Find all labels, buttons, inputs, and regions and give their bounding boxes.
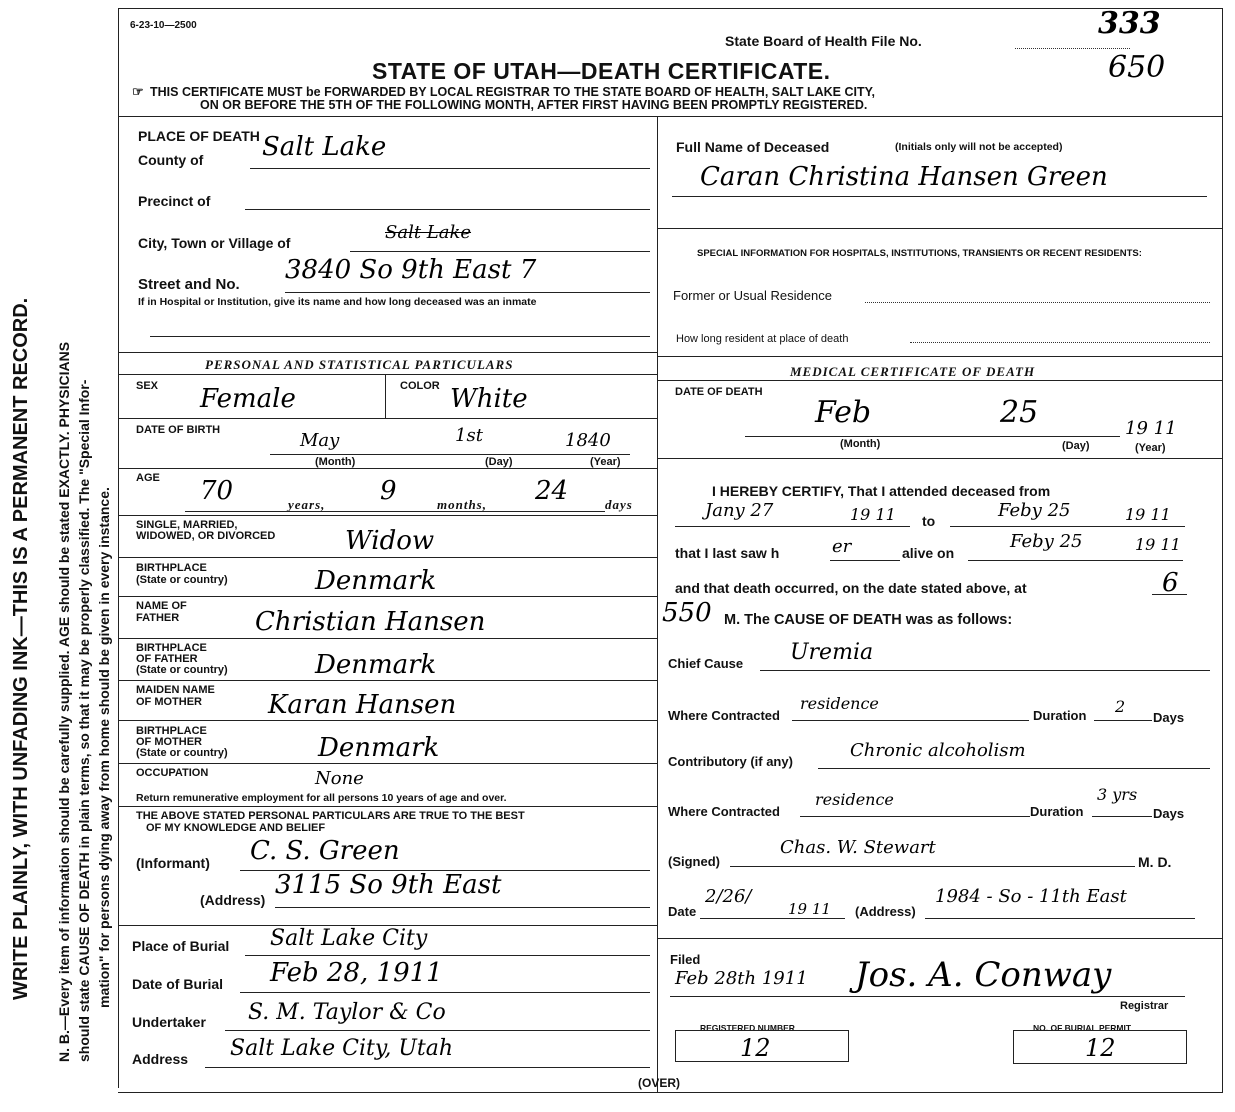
attended-to: Feby 25	[998, 500, 1071, 521]
dob-month: May	[300, 430, 340, 451]
dob-month-label: (Month)	[315, 456, 356, 468]
last-saw-line	[830, 560, 900, 561]
former-residence-label: Former or Usual Residence	[673, 288, 832, 303]
signed-line	[730, 866, 1135, 867]
form-left-border	[118, 8, 119, 1088]
reg-number-label: REGISTERED NUMBER	[700, 1023, 795, 1033]
father-row-line	[118, 638, 657, 639]
birthplace-row-line	[118, 596, 657, 597]
duration-days-label: Days	[1153, 710, 1185, 725]
chief-cause-value: Uremia	[790, 640, 874, 665]
attended-from-line	[675, 526, 910, 527]
mother-bp-row-line	[118, 763, 657, 764]
form-right-border	[1222, 8, 1223, 1093]
occurred-text: and that death occurred, on the date stated above, at	[675, 580, 1027, 596]
death-year-label: (Year)	[1135, 442, 1166, 454]
color-value: White	[450, 384, 528, 414]
death-date-label: DATE OF DEATH	[675, 386, 763, 398]
occurred-line	[1152, 594, 1187, 595]
medical-bottom-line	[657, 938, 1222, 939]
file-no-line	[1015, 48, 1130, 49]
alive-on-value: Feby 25	[1010, 531, 1083, 552]
age-row-line	[118, 515, 657, 516]
sidebar-note-line2: should state CAUSE OF DEATH in plain terms, so that it may be properly classified. The "Special Infor-	[76, 379, 92, 1062]
how-long-label: How long resident at place of death	[676, 333, 849, 345]
age-months: 9	[380, 476, 397, 506]
time-hour: 6	[1162, 568, 1179, 598]
marital-label-2: WIDOWED, OR DIVORCED	[136, 530, 276, 542]
burial-place-value: Salt Lake City	[270, 926, 428, 951]
age-days: 24	[535, 476, 569, 506]
street-label: Street and No.	[138, 276, 240, 293]
occupation-value: None	[315, 768, 364, 789]
cert-statement-2: OF MY KNOWLEDGE AND BELIEF	[146, 822, 326, 834]
former-residence-line	[865, 302, 1210, 303]
signed-value: Chas. W. Stewart	[780, 837, 936, 858]
informant-address-line	[275, 907, 650, 908]
county-value: Salt Lake	[262, 132, 387, 162]
duration-2-days-label: Days	[1153, 806, 1185, 821]
father-bp-label-3: (State or country)	[136, 664, 228, 676]
form-bottom-border	[118, 1092, 1222, 1093]
chief-cause-line	[760, 670, 1210, 671]
notice-line-1: THIS CERTIFICATE MUST be FORWARDED BY LOCAL REGISTRAR TO THE STATE BOARD OF HEALTH, SALT LAKE CITY,	[150, 85, 876, 99]
attended-from-year: 19 11	[850, 505, 896, 524]
contributory-line	[818, 768, 1210, 769]
duration-line	[1094, 720, 1152, 721]
chief-cause-label: Chief Cause	[668, 656, 744, 671]
deceased-name-label: Full Name of Deceased	[676, 139, 830, 155]
birthplace-value: Denmark	[315, 566, 437, 596]
personal-section-title: PERSONAL AND STATISTICAL PARTICULARS	[205, 357, 514, 372]
burial-address-line	[205, 1067, 650, 1068]
attended-from: Jany 27	[705, 500, 774, 521]
sex-value: Female	[200, 384, 296, 414]
father-bp-label-2: OF FATHER	[136, 653, 198, 665]
certify-text: I HEREBY CERTIFY, That I attended deceased from	[712, 483, 1051, 499]
physician-address-value: 1984 - So - 11th East	[935, 886, 1127, 907]
contributory-label: Contributory (if any)	[668, 754, 793, 769]
age-label: AGE	[136, 472, 160, 484]
special-info-label: SPECIAL INFORMATION FOR HOSPITALS, INSTITUTIONS, TRANSIENTS OR RECENT RESIDENTS:	[697, 248, 1142, 259]
years-label: years,	[288, 497, 326, 512]
father-label-2: FATHER	[136, 612, 180, 624]
informant-address-label: (Address)	[200, 892, 266, 908]
precinct-label: Precinct of	[138, 193, 211, 209]
time-min: 550	[662, 598, 712, 628]
burial-date-label: Date of Burial	[132, 976, 224, 992]
alive-on-year: 19 11	[1135, 535, 1181, 554]
death-month: Feb	[815, 395, 872, 430]
cause-text: M. The CAUSE OF DEATH was as follows:	[724, 612, 1013, 628]
burial-permit-value: 12	[1085, 1034, 1116, 1062]
last-saw-pronoun: er	[832, 536, 852, 557]
deceased-name-note: (Initials only will not be accepted)	[895, 141, 1063, 153]
city-value: Salt Lake	[385, 222, 472, 243]
burial-place-label: Place of Burial	[132, 938, 230, 954]
birthplace-label-2: (State or country)	[136, 574, 228, 586]
days-label: days	[605, 497, 633, 512]
medical-section-title: MEDICAL CERTIFICATE OF DEATH	[790, 364, 1036, 379]
occupation-note: Return remunerative employment for all persons 10 years of age and over.	[136, 792, 507, 804]
father-bp-label-1: BIRTHPLACE	[136, 642, 207, 654]
where-contracted-label: Where Contracted	[668, 708, 780, 723]
street-value: 3840 So 9th East 7	[285, 255, 537, 285]
filed-value: Feb 28th 1911	[675, 968, 808, 989]
form-top-border	[118, 8, 1222, 9]
pointing-hand-icon: ☞	[132, 84, 144, 99]
birthplace-label-1: BIRTHPLACE	[136, 562, 207, 574]
county-line	[250, 168, 650, 169]
informant-value: C. S. Green	[250, 836, 400, 866]
cert-statement-1: THE ABOVE STATED PERSONAL PARTICULARS ARE TRUE TO THE BEST	[136, 810, 525, 822]
where-contracted-2-line	[800, 816, 1030, 817]
medical-title-line	[657, 380, 1222, 381]
contributory-value: Chronic alcoholism	[850, 740, 1026, 761]
last-saw-text: that I last saw h	[675, 545, 780, 561]
filed-label: Filed	[670, 952, 701, 967]
signed-date-year: 19 11	[788, 900, 831, 918]
death-month-label: (Month)	[840, 438, 881, 450]
burial-date-line	[240, 992, 650, 993]
file-no-value: 333	[1098, 6, 1161, 41]
precinct-line	[245, 209, 650, 210]
mother-label-1: MAIDEN NAME	[136, 684, 215, 696]
md-label: M. D.	[1138, 854, 1172, 870]
physician-address-line	[925, 918, 1195, 919]
dob-line	[270, 454, 630, 455]
occupation-row-line	[118, 806, 657, 807]
age-years: 70	[200, 476, 234, 506]
undertaker-line	[225, 1030, 650, 1031]
marital-row-line	[118, 557, 657, 558]
burial-permit-label: NO. OF BURIAL PERMIT	[1033, 1023, 1132, 1033]
file-no-value-2: 650	[1108, 50, 1166, 85]
hospital-line	[150, 336, 650, 337]
duration-label: Duration	[1033, 708, 1087, 723]
burial-date-value: Feb 28, 1911	[270, 958, 443, 988]
sex-label: SEX	[136, 380, 159, 392]
personal-top-line	[118, 352, 657, 353]
over-label: (OVER)	[638, 1076, 680, 1090]
death-year: 19 11	[1125, 418, 1177, 439]
special-info-bottom-line	[657, 356, 1222, 357]
signed-date-line	[700, 918, 845, 919]
marital-label-1: SINGLE, MARRIED,	[136, 519, 238, 531]
dob-row-line	[118, 468, 657, 469]
form-code: 6-23-10—2500	[130, 20, 197, 31]
city-label: City, Town or Village of	[138, 235, 291, 251]
dob-year: 1840	[565, 430, 611, 451]
age-line	[185, 511, 605, 512]
dob-day: 1st	[455, 425, 483, 446]
undertaker-label: Undertaker	[132, 1014, 206, 1030]
place-of-death-label: PLACE OF DEATH	[138, 128, 260, 144]
sidebar-note-line1: N. B.—Every item of information should be carefully supplied. AGE should be stated EXACTLY. PHYSICIANS	[56, 341, 72, 1062]
registrar-signature: Jos. A. Conway	[855, 955, 1112, 995]
father-bp-value: Denmark	[315, 650, 437, 680]
informant-label: (Informant)	[136, 855, 210, 871]
where-contracted-2-label: Where Contracted	[668, 804, 780, 819]
personal-title-line	[118, 374, 657, 375]
sidebar-write-plainly: WRITE PLAINLY, WITH UNFADING INK—THIS IS A PERMANENT RECORD.	[10, 297, 32, 1000]
deceased-name-line	[672, 196, 1207, 197]
marital-value: Widow	[345, 526, 435, 556]
death-date-line	[745, 436, 1120, 437]
grid-top-line	[118, 116, 1222, 117]
informant-address-value: 3115 So 9th East	[275, 870, 502, 900]
signed-date: 2/26/	[705, 886, 752, 907]
burial-address-value: Salt Lake City, Utah	[230, 1036, 453, 1061]
alive-on-line	[968, 560, 1183, 561]
father-label-1: NAME OF	[136, 600, 187, 612]
to-label: to	[922, 513, 936, 529]
months-label: months,	[437, 497, 487, 512]
death-day-label: (Day)	[1062, 440, 1090, 452]
where-contracted-value: residence	[800, 694, 879, 713]
undertaker-value: S. M. Taylor & Co	[248, 1000, 446, 1025]
duration-2-line	[1092, 816, 1152, 817]
reg-number-value: 12	[740, 1034, 771, 1062]
deceased-name-value: Caran Christina Hansen Green	[700, 162, 1108, 192]
mother-bp-value: Denmark	[318, 733, 440, 763]
burial-place-line	[245, 955, 650, 956]
notice-line-2: ON OR BEFORE THE 5TH OF THE FOLLOWING MONTH, AFTER FIRST HAVING BEEN PROMPTLY REGISTERED.	[200, 98, 868, 112]
dob-day-label: (Day)	[485, 456, 513, 468]
city-line	[350, 251, 650, 252]
filed-line	[670, 996, 1185, 997]
center-divider	[657, 116, 658, 1092]
father-bp-row-line	[118, 680, 657, 681]
duration-2-value: 3 yrs	[1097, 785, 1138, 804]
signed-date-label: Date	[668, 904, 697, 919]
mother-value: Karan Hansen	[268, 690, 457, 720]
burial-address-label: Address	[132, 1051, 189, 1067]
attended-to-line	[950, 526, 1185, 527]
sex-color-divider	[385, 374, 386, 418]
county-label: County of	[138, 152, 204, 168]
sidebar-note-line3: mation" for persons dying away from home should be given in every instance.	[96, 487, 112, 1008]
dob-year-label: (Year)	[590, 456, 621, 468]
death-day: 25	[1000, 395, 1039, 430]
registrar-label: Registrar	[1120, 1000, 1169, 1012]
duration-2-label: Duration	[1030, 804, 1084, 819]
mother-label-2: OF MOTHER	[136, 696, 202, 708]
file-no-label: State Board of Health File No.	[725, 33, 922, 49]
street-line	[285, 292, 650, 293]
duration-value: 2	[1115, 697, 1126, 716]
occupation-label: OCCUPATION	[136, 767, 209, 779]
physician-address-label: (Address)	[855, 904, 916, 919]
page-title: STATE OF UTAH—DEATH CERTIFICATE.	[372, 58, 831, 84]
mother-row-line	[118, 720, 657, 721]
how-long-line	[910, 342, 1210, 343]
alive-on-label: alive on	[902, 545, 955, 561]
deceased-row-line	[657, 228, 1222, 229]
mother-bp-label-3: (State or country)	[136, 747, 228, 759]
signed-label: (Signed)	[668, 854, 720, 869]
color-label: COLOR	[400, 380, 440, 392]
where-contracted-line	[792, 720, 1029, 721]
father-value: Christian Hansen	[255, 607, 486, 637]
hospital-label: If in Hospital or Institution, give its name and how long deceased was an inmate	[138, 296, 537, 308]
mother-bp-label-2: OF MOTHER	[136, 736, 202, 748]
where-contracted-2-value: residence	[815, 790, 894, 809]
attended-to-year: 19 11	[1125, 505, 1171, 524]
dob-label: DATE OF BIRTH	[136, 424, 221, 436]
mother-bp-label-1: BIRTHPLACE	[136, 725, 207, 737]
death-date-row-line	[657, 458, 1222, 459]
sex-row-line	[118, 418, 657, 419]
